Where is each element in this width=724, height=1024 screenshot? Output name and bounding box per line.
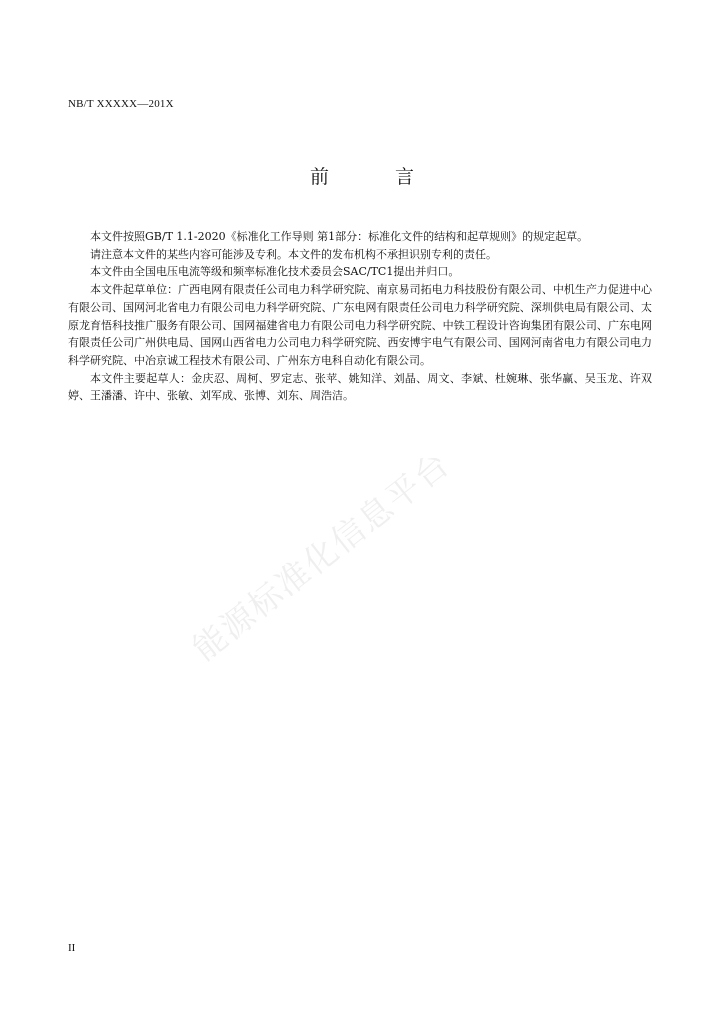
paragraph-drafting-rules: 本文件按照GB/T 1.1-2020《标准化工作导则 第1部分：标准化文件的结构和起草规则》的规定起草。 (90, 230, 589, 243)
watermark-text: 能源标准化信息平台 (185, 443, 458, 669)
foreword-body (68, 228, 652, 405)
document-header-code: NB/T XXXXX—201X (68, 98, 174, 110)
paragraph-proposer: 本文件由全国电压电流等级和频率标准化技术委员会SAC/TC1提出并归口。 (90, 265, 460, 279)
page-number: II (68, 942, 76, 954)
paragraph-drafting-units: 本文件起草单位：广西电网有限责任公司电力科学研究院、南京易司拓电力科技股份有限公司、中机生产力促进中心有限公司、国网河北省电力有限公司电力科学研究院、广东电网有限责任公司电力科学研究院、深圳供电局有限公司、太原龙育悟科技推广服务有限公司、国网福建省电力有限公司电力科学研究院、中铁工程设计咨询集团有限公司、广东电网有限责任公司广州供电局、国网山西省电力公司电力科学研究院、西安博宇电气有限公司、国网河南省电力有限公司电力科学研究院、中冶京诚工程技术有限公司、广州东方电科自动化有限公司。 (68, 283, 652, 367)
section-title: 前 言 (309, 166, 445, 188)
paragraph-patent-notice: 请注意本文件的某些内容可能涉及专利。本文件的发布机构不承担识别专利的责任。 (90, 247, 497, 261)
paragraph-drafters: 本文件主要起草人：金庆忍、周柯、罗定志、张苹、姚知洋、刘晶、周文、李斌、杜婉琳、张华赢、吴玉龙、许双婷、王潘潘、许中、张敏、刘军成、张博、刘东、周浩洁。 (68, 371, 652, 403)
